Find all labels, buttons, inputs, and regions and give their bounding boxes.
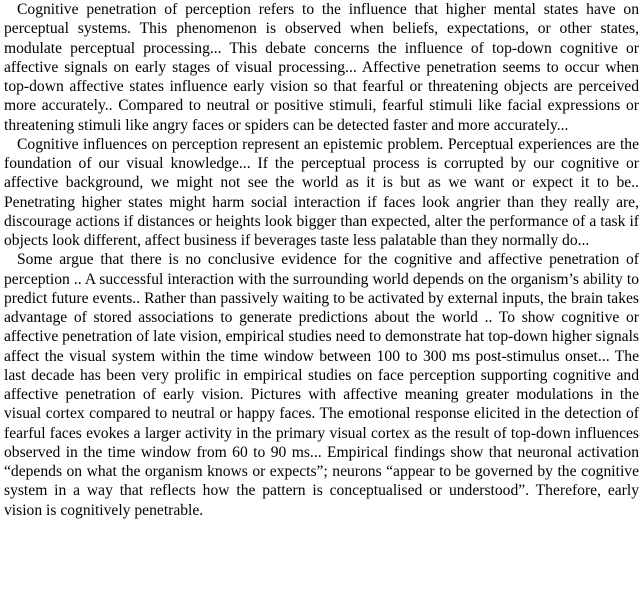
paragraph-epistemic-problem: Cognitive influences on perception represent an epistemic problem. Perceptual experiences are the foundation of our visual knowledge... If the perceptual process is corrupted by our cognitive or affective background, we might not see the world as it is but as we want or expect it to be.. Penetrating higher states might harm social interaction if faces look angrier than they really are, discourage actions if distances or heights look bigger than expected, alter the performance of a task if objects look different, affect business if beverages taste less palatable than they normally do... <box>4 135 639 249</box>
paragraph-cognitive-penetration-definition: Cognitive penetration of perception refers to the influence that higher mental states have on perceptual systems. This phenomenon is observed when beliefs, expectations, or other states, modulate perceptual processing... This debate concerns the influence of top-down cognitive or affective signals on early stages of visual processing... Affective penetration seems to occur when top-down affective states influence early vision so that fearful or threatening objects are perceived more accurately.. Compared to neutral or positive stimuli, fearful stimuli like facial expressions or threatening stimuli like angry faces or spiders can be detected faster and more accurately... <box>4 1 639 134</box>
paragraph-empirical-evidence: Some argue that there is no conclusive evidence for the cognitive and affective penetration of perception .. A successful interaction with the surrounding world depends on the organism’s ability to predict future events.. Rather than passively waiting to be activated by external inputs, the brain takes advantage of stored associations to generate predictions about the world .. To show cognitive or affective penetration of late vision, empirical studies need to demonstrate hat top-down higher signals affect the visual system within the time window between 100 to 300 ms post-stimulus onset... The last decade has been very prolific in empirical studies on face perception supporting cognitive and affective penetration of early vision. Pictures with affective meaning greater modulations in the visual cortex compared to neutral or happy faces. The emotional response elicited in the detection of fearful faces evokes a larger activity in the primary visual cortex as the result of top-down influences observed in the time window from 60 to 90 ms... Empirical findings show that neuronal activation “depends on what the organism knows or expects”; neurons “appear to be governed by the cognitive system in a way that reflects how the pattern is conceptualised or understood”. Therefore, early vision is cognitively penetrable. <box>4 251 639 519</box>
